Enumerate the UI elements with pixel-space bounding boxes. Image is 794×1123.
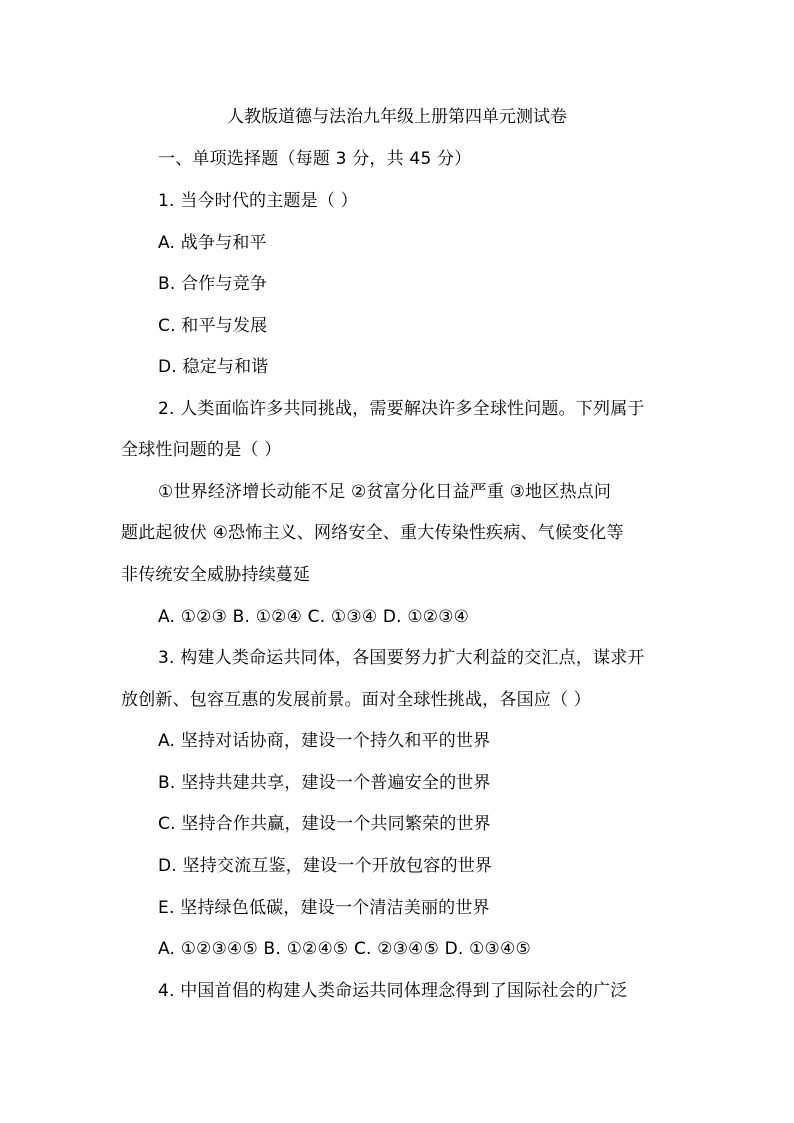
question-3-stem-line-2: 放创新、包容互惠的发展前景。面对全球性挑战，各国应（ ） bbox=[121, 690, 592, 710]
question-3-option-b: B. 坚持共建共享，建设一个普遍安全的世界 bbox=[158, 773, 491, 793]
document-title: 人教版道德与法治九年级上册第四单元测试卷 bbox=[227, 107, 567, 127]
question-3-stem-line-1: 3. 构建人类命运共同体，各国要努力扩大利益的交汇点，谋求开 bbox=[158, 648, 645, 668]
question-3-option-c: C. 坚持合作共赢，建设一个共同繁荣的世界 bbox=[158, 814, 491, 834]
question-1-option-b: B. 合作与竞争 bbox=[158, 274, 268, 294]
question-3-answer-choices: A. ①②③④⑤ B. ①②④⑤ C. ②③④⑤ D. ①③④⑤ bbox=[158, 939, 531, 959]
question-2-answer-choices: A. ①②③ B. ①②④ C. ①③④ D. ①②③④ bbox=[158, 607, 470, 627]
question-1-stem: 1. 当今时代的主题是（ ） bbox=[158, 191, 358, 211]
question-3-option-d: D. 坚持交流互鉴，建设一个开放包容的世界 bbox=[158, 856, 493, 876]
question-2-material-line-3: 非传统安全威胁持续蔓延 bbox=[121, 565, 311, 585]
question-2-stem-line-1: 2. 人类面临许多共同挑战，需要解决许多全球性问题。下列属于 bbox=[158, 399, 645, 419]
question-4-stem-line-1: 4. 中国首倡的构建人类命运共同体理念得到了国际社会的广泛 bbox=[158, 981, 628, 1001]
question-3-option-e: E. 坚持绿色低碳，建设一个清洁美丽的世界 bbox=[158, 898, 490, 918]
question-1-option-c: C. 和平与发展 bbox=[158, 316, 268, 336]
question-2-material-line-1: ①世界经济增长动能不足 ②贫富分化日益严重 ③地区热点问 bbox=[158, 482, 612, 502]
question-2-material-line-2: 题此起彼伏 ④恐怖主义、网络安全、重大传染性疾病、气候变化等 bbox=[121, 523, 624, 543]
section-heading: 一、单项选择题（每题 3 分，共 45 分） bbox=[158, 149, 472, 169]
question-2-stem-line-2: 全球性问题的是（ ） bbox=[121, 440, 282, 460]
question-3-option-a: A. 坚持对话协商，建设一个持久和平的世界 bbox=[158, 731, 491, 751]
question-1-option-a: A. 战争与和平 bbox=[158, 233, 267, 253]
question-1-option-d: D. 稳定与和谐 bbox=[158, 357, 269, 377]
